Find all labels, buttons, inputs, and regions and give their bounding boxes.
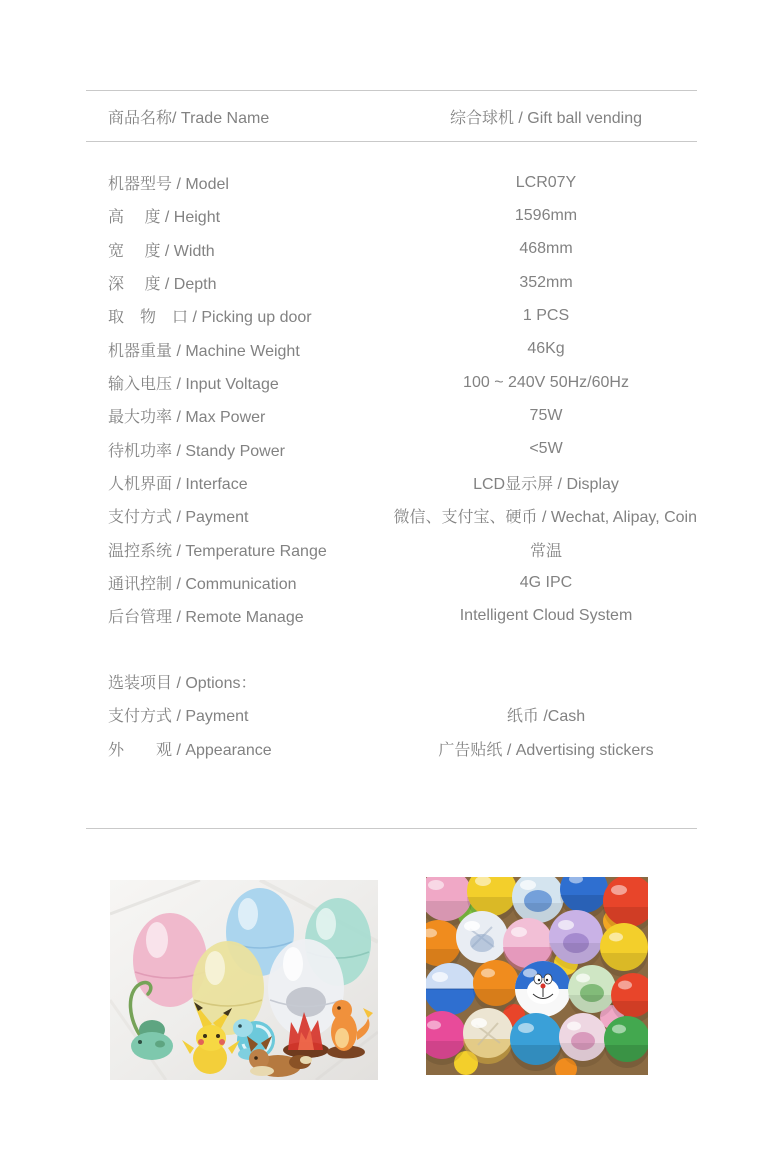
trade-name-row (86, 90, 697, 142)
spec-value: 4G IPC (519, 573, 573, 591)
spec-value: 75W (529, 406, 563, 424)
spec-label: 待机功率 / Standy Power (108, 442, 285, 460)
spec-value: 46Kg (527, 340, 565, 358)
options-heading: 选装项目 / Options： (108, 675, 257, 693)
options-section (86, 665, 697, 765)
spec-value: <5W (529, 440, 563, 458)
spec-label: 支付方式 / Payment (108, 509, 249, 527)
spec-row-width (86, 233, 697, 266)
option-label: 外 观 / Appearance (108, 741, 272, 759)
spec-label: 宽 度 / Width (108, 242, 215, 260)
capsule-ball (568, 965, 616, 1019)
capsule-ball (604, 1016, 648, 1068)
spec-label: 机器重量 / Machine Weight (108, 342, 300, 360)
capsule-ball (456, 911, 508, 963)
capsule-toys-photo (110, 880, 378, 1080)
capsule-ball (559, 1013, 607, 1067)
spec-value: 1 PCS (522, 306, 570, 324)
option-row-payment (86, 698, 697, 731)
capsule-ball (510, 1013, 562, 1071)
spec-row-height (86, 199, 697, 232)
spec-row-remote-manage (86, 599, 697, 632)
capsule-ball (611, 973, 648, 1023)
spec-row-standby-power (86, 433, 697, 466)
spec-value: Intelligent Cloud System (459, 606, 633, 624)
capsule-ball (463, 1008, 513, 1064)
option-row-appearance (86, 732, 697, 765)
spec-row-temperature (86, 533, 697, 566)
spec-value: LCD显示屏 / Display (473, 476, 619, 494)
spec-label: 通讯控制 / Communication (108, 576, 297, 594)
spec-row-communication (86, 566, 697, 599)
spec-value: 352mm (519, 273, 573, 291)
spec-row-depth (86, 266, 697, 299)
spec-value: 468mm (519, 240, 573, 258)
spec-value: 常温 (529, 542, 562, 560)
capsule-ball (426, 963, 476, 1015)
spec-row-weight (86, 333, 697, 366)
spec-row-input-voltage (86, 366, 697, 399)
spec-row-interface (86, 466, 697, 499)
bottom-divider (86, 828, 697, 829)
options-heading-row (86, 665, 697, 698)
doraemon-ball (515, 961, 571, 1017)
option-label: 支付方式 / Payment (108, 708, 249, 726)
spec-value: 1596mm (514, 206, 578, 224)
option-value: 广告贴纸 / Advertising stickers (438, 741, 654, 759)
spec-label: 高 度 / Height (108, 209, 221, 227)
spec-row-max-power (86, 399, 697, 432)
spec-label: 输入电压 / Input Voltage (108, 376, 279, 394)
trade-name-value: 综合球机 / Gift ball vending (449, 109, 643, 127)
spec-label: 温控系统 / Temperature Range (108, 542, 327, 560)
capsule-balls-photo (426, 877, 648, 1075)
spec-value: 100 ~ 240V 50Hz/60Hz (463, 373, 629, 391)
spec-table (86, 166, 697, 633)
spec-value: LCR07Y (515, 173, 577, 191)
capsule-ball (549, 910, 603, 970)
option-value: 纸币 /Cash (506, 708, 586, 726)
spec-label: 机器型号 / Model (108, 176, 229, 194)
spec-label: 最大功率 / Max Power (108, 409, 266, 427)
spec-label: 取 物 口 / Picking up door (108, 309, 312, 327)
spec-value: 微信、支付宝、硬币 / Wechat, Alipay, Coin (393, 509, 697, 527)
spec-label: 后台管理 / Remote Manage (108, 609, 304, 627)
spec-label: 人机界面 / Interface (108, 476, 248, 494)
spec-row-payment (86, 499, 697, 532)
capsule-ball (473, 960, 519, 1012)
capsule-ball (600, 923, 648, 977)
spec-row-picking-door (86, 299, 697, 332)
spec-row-model (86, 166, 697, 199)
spec-label: 深 度 / Depth (108, 276, 217, 294)
trade-name-label: 商品名称/ Trade Name (108, 109, 270, 127)
